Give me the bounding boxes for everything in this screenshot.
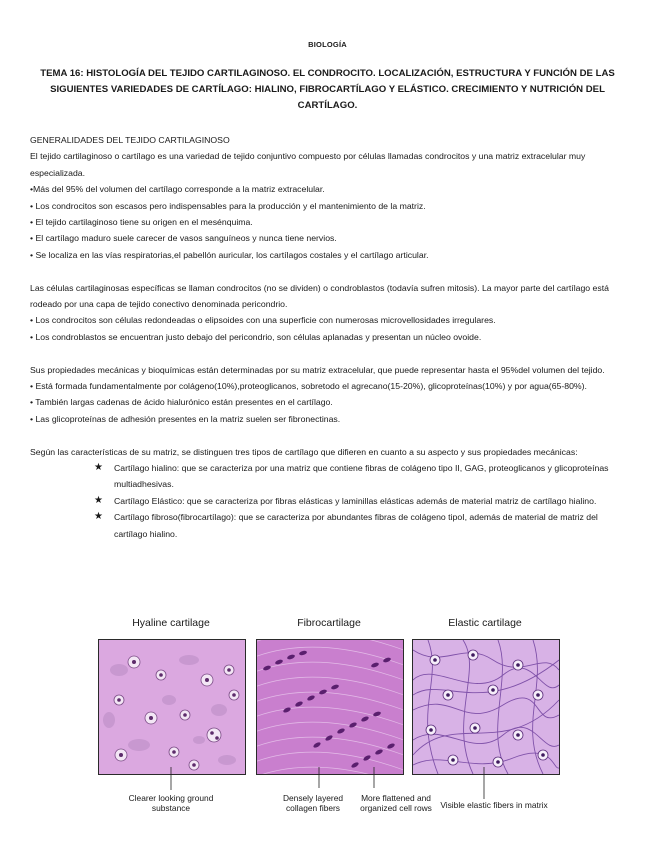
list-item-text: Cartílago hialino: que se caracteriza por una matriz que contiene fibras de colágeno tipo II, GAG, proteoglicanos y glicoproteínas multiadhesivas. (114, 463, 609, 490)
star-icon: ★ (94, 494, 103, 506)
bullet-item: • Los condroblastos se encuentran justo debajo del pericondrio, son células aplanadas y presentan un núcleo ovoide. (30, 331, 482, 342)
hyaline-panel-title: Hyaline cartilage (132, 617, 210, 629)
fibro-panel-title: Fibrocartilage (297, 617, 361, 629)
paragraph: El tejido cartilaginoso o cartílago es una variedad de tejido conjuntivo compuesto por células llamadas condrocitos y una matriz extracelular muy especializada. (30, 151, 586, 178)
paragraph: Según las características de su matriz, se distinguen tres tipos de cartílago que difieren en cuanto a su aspecto y sus propiedades mecánicas: (30, 446, 578, 457)
document-title: TEMA 16: HISTOLOGÍA DEL TEJIDO CARTILAGINOSO. EL CONDROCITO. LOCALIZACIÓN, ESTRUCTURA Y FUNCIÓN DE LAS SIGUIENTES VARIEDADES DE CARTÍLAGO: HIALINO, FIBROCARTÍLAGO Y ELÁSTICO. CRECIMIENTO Y NUTRICIÓN DEL CARTÍLAGO. (40, 68, 615, 111)
list-item (94, 493, 630, 509)
list-item-text: Cartílago Elástico: que se caracteriza por fibras elásticas y laminillas elásticas además de material matriz de cartílago hialino. (114, 495, 597, 506)
caption-fibro-left: Densely layered collagen fibers (282, 793, 344, 813)
bullet-item: • Está formada fundamentalmente por colágeno(10%),proteoglicanos, sobretodo el agrecano(15-20%), glicoproteínas(10%) y por agua(65-80%). (30, 381, 587, 392)
star-icon: ★ (94, 462, 103, 474)
section-heading: GENERALIDADES DEL TEJIDO CARTILAGINOSO (30, 135, 230, 145)
bullet-item: •Más del 95% del volumen del cartílago corresponde a la matriz extracelular. (30, 184, 325, 195)
paragraph: Sus propiedades mecánicas y bioquímicas están determinadas por su matriz extracelular, que puede representar hasta el 95%del volumen del tejido. (30, 364, 605, 375)
subject-header: BIOLOGÍA (308, 40, 347, 49)
bullet-item: • Los condrocitos son células redondeadas o elipsoides con una superficie con numerosas microvellosidades irregulares. (30, 315, 496, 326)
bullet-item: • También largas cadenas de ácido hialurónico están presentes en el cartílago. (30, 397, 333, 408)
paragraph: Las células cartilaginosas específicas se llaman condrocitos (no se dividen) o condroblastos (todavía sufren mitosis). La mayor parte del cartílago está rodeado por una capa de tejido conectivo denominada pericondrio. (30, 282, 609, 310)
bullet-item: • Las glicoproteínas de adhesión presentes en la matriz suelen ser fibronectinas. (30, 413, 341, 424)
list-item (94, 460, 630, 493)
bullet-item: • Se localiza en las vías respiratorias,el pabellón auricular, los cartílagos costales y el cartílago articular. (30, 249, 429, 260)
star-icon: ★ (94, 511, 103, 523)
document-body (30, 132, 630, 542)
list-item-text: Cartílago fibroso(fibrocartílago): que se caracteriza por abundantes fibras de colágeno tipoI, además de material de matriz del cartílago hialino. (114, 512, 598, 539)
caption-fibro-right: More flattened and organized cell rows (360, 793, 432, 813)
cartilage-figure (94, 617, 570, 827)
caption-hyaline: Clearer looking ground substance (128, 793, 214, 813)
cartilage-types-list (94, 460, 630, 542)
bullet-item: • Los condrocitos son escasos pero indispensables para la producción y el mantenimiento de la matriz. (30, 200, 426, 211)
bullet-item: • El cartílago maduro suele carecer de vasos sanguíneos y nunca tiene nervios. (30, 233, 337, 244)
elastic-panel-title: Elastic cartilage (448, 617, 522, 629)
caption-elastic: Visible elastic fibers in matrix (440, 800, 548, 810)
list-item (94, 509, 630, 542)
bullet-item: • El tejido cartilaginoso tiene su origen en el mesénquima. (30, 217, 253, 228)
